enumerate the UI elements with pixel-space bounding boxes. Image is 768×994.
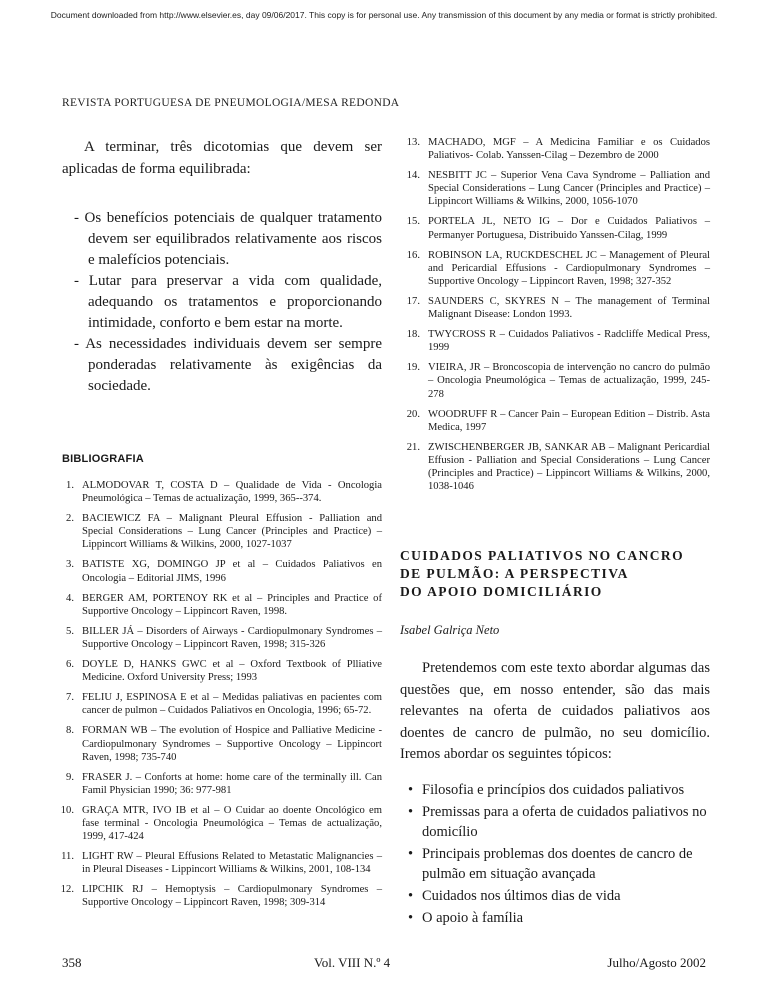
reference-number: 6.	[66, 659, 74, 671]
reference-item	[400, 295, 710, 321]
list-item: - As necessidades individuais devem ser sempre ponderadas relativamente às exigências da sociedade.	[74, 336, 382, 394]
topic-item: • Cuidados nos últimos dias de vida	[408, 887, 621, 904]
reference-text: BILLER JÁ – Disorders of Airways - Cardiopulmonary Syndromes – Supportive Oncology – Lippincort Raven, 1998; 315-326	[82, 625, 382, 650]
right-column	[400, 136, 710, 930]
reference-text: FORMAN WB – The evolution of Hospice and Palliative Medicine - Cardiopulmonary Syndromes – Supportive Oncology – Lippincort Raven, 1998; 735-740	[82, 725, 382, 763]
reference-item	[62, 592, 382, 618]
reference-number: 18.	[406, 329, 420, 341]
topic-item: • Premissas para a oferta de cuidados paliativos no domicílio	[408, 803, 707, 840]
reference-text: ROBINSON LA, RUCKDESCHEL JC – Management of Pleural and Pericardial Effusions - Cardiopulmonary Syndromes – Supportive Oncology – Lippincort Raven, 1998; 327-352	[428, 249, 710, 287]
reference-number: 3.	[66, 559, 74, 571]
topic-item: • Principais problemas dos doentes de cancro de pulmão em situação avançada	[408, 845, 693, 882]
reference-number: 8.	[66, 725, 74, 737]
list-item: - Lutar para preservar a vida com qualidade, adequando os tratamentos e proporcionando intimidade, conforto e bem estar na morte.	[74, 273, 382, 331]
reference-text: VIEIRA, JR – Broncoscopia de intervenção no cancro do pulmão – Oncologia Pneumológica – Temas de actualização, 1999, 245-278	[428, 362, 710, 400]
reference-item	[400, 249, 710, 288]
reference-text: ALMODOVAR T, COSTA D – Qualidade de Vida - Oncologia Pneumológica – Temas de actualização, 1999, 365--374.	[82, 480, 382, 505]
topic-item: • O apoio à família	[408, 909, 524, 926]
reference-text: WOODRUFF R – Cancer Pain – European Edition – Distrib. Asta Medica, 1997	[428, 408, 710, 433]
reference-text: LIGHT RW – Pleural Effusions Related to Metastatic Malignancies – in Pleural Diseases - Lippincort Williams & Wilkins, 2001, 108-134	[82, 851, 382, 876]
reference-number: 15.	[406, 216, 420, 228]
reference-item	[400, 408, 710, 434]
reference-number: 19.	[406, 362, 420, 374]
reference-number: 21.	[406, 441, 420, 453]
reference-number: 14.	[406, 170, 420, 182]
reference-item	[62, 691, 382, 717]
section-title	[400, 547, 710, 601]
reference-item	[400, 136, 710, 162]
left-column	[62, 136, 382, 917]
reference-number: 5.	[66, 625, 74, 637]
reference-item	[62, 804, 382, 843]
bullet-icon: •	[408, 909, 414, 926]
download-notice: Document downloaded from http://www.elsevier.es, day 09/06/2017. This copy is for personal use. Any transmission of this document by any media or format is strictly prohibited.	[50, 10, 718, 20]
reference-item	[400, 169, 710, 208]
reference-item	[400, 215, 710, 241]
reference-number: 2.	[66, 513, 74, 525]
section-title-line: CUIDADOS PALIATIVOS NO CANCRO	[400, 548, 684, 564]
references-list-right	[400, 136, 710, 493]
reference-text: TWYCROSS R – Cuidados Paliativos - Radcliffe Medical Press, 1999	[428, 329, 710, 354]
reference-number: 4.	[66, 592, 74, 604]
reference-number: 11.	[61, 851, 74, 863]
reference-text: FRASER J. – Conforts at home: home care of the terminally ill. Can Famil Physician 1990; 36: 977-981	[82, 771, 382, 796]
bullet-icon: •	[408, 887, 414, 904]
reference-number: 17.	[406, 295, 420, 307]
reference-item	[400, 441, 710, 493]
reference-text: BACIEWICZ FA – Malignant Pleural Effusion - Palliation and Special Considerations – Lung Cancer (Principles and Practice) – Lippincort Williams & Wilkins, 2000, 1027-1037	[82, 513, 382, 551]
topic-item: • Filosofia e princípios dos cuidados paliativos	[408, 781, 685, 798]
reference-number: 1.	[66, 480, 74, 491]
reference-text: SAUNDERS C, SKYRES N – The management of Terminal Malignant Disease: London 1993.	[428, 295, 710, 321]
intro-paragraph: A terminar, três dicotomias que devem ser aplicadas de forma equilibrada:	[62, 139, 382, 177]
reference-item	[62, 771, 382, 797]
topics-list	[400, 780, 710, 928]
bullet-icon: •	[408, 803, 414, 820]
reference-number: 13.	[406, 137, 420, 148]
section-title-line: DE PULMÃO: A PERSPECTIVA	[400, 566, 629, 582]
reference-number: 12.	[60, 884, 74, 896]
reference-text: BERGER AM, PORTENOY RK et al – Principles and Practice of Supportive Oncology – Lippincort Raven, 1998.	[82, 592, 382, 617]
page-number: 358	[62, 955, 82, 970]
reference-number: 10.	[60, 804, 74, 816]
reference-number: 20.	[406, 408, 420, 420]
reference-text: DOYLE D, HANKS GWC et al – Oxford Textbook of Plliative Medicine. Oxford University Press; 1993	[82, 659, 382, 684]
volume-label: Vol. VIII N.º 4	[314, 955, 391, 970]
reference-number: 16.	[406, 249, 420, 261]
reference-text: NESBITT JC – Superior Vena Cava Syndrome – Palliation and Special Considerations – Lung Cancer (Principles and Practice) – Lippincort Williams & Wilkins, 2000, 1056-1070	[428, 170, 710, 208]
author-name: Isabel Galriça Neto	[400, 623, 500, 638]
section-title-line: DO APOIO DOMICILIÁRIO	[400, 584, 603, 600]
reference-item	[62, 479, 382, 505]
bullet-icon: •	[408, 845, 414, 862]
reference-item	[400, 328, 710, 354]
reference-text: MACHADO, MGF – A Medicina Familiar e os Cuidados Paliativos- Colab. Yanssen-Cilag – Dezembro de 2000	[428, 137, 710, 162]
reference-text: LIPCHIK RJ – Hemoptysis – Cardiopulmonary Syndromes – Supportive Oncology – Lippincort Raven, 1998; 309-314	[82, 884, 382, 909]
reference-item	[62, 724, 382, 763]
reference-text: BATISTE XG, DOMINGO JP et al – Cuidados Paliativos en Oncologia – Editorial JIMS, 1996	[82, 559, 382, 584]
dichotomy-list	[62, 208, 382, 397]
references-list-left	[62, 479, 382, 910]
reference-number: 7.	[66, 692, 74, 704]
reference-text: PORTELA JL, NETO IG – Dor e Cuidados Paliativos – Permanyer Portuguesa, Distribuido Yanssen-Cilag, 1999	[428, 216, 710, 241]
reference-text: FELIU J, ESPINOSA E et al – Medidas paliativas en pacientes com cancer de pulmon – Cuidados Paliativos en Oncologia, 1996; 65-72.	[82, 692, 382, 717]
reference-number: 9.	[66, 771, 74, 783]
issue-date: Julho/Agosto 2002	[607, 955, 706, 970]
reference-item	[62, 658, 382, 684]
reference-item	[62, 883, 382, 909]
section-body: Pretendemos com este texto abordar algumas das questões que, em nosso entender, são das mais relevantes na oferta de cuidados paliativos aos doentes de cancro de pulmão, no seu domicílio. Iremos abordar os seguintes tópicos:	[400, 660, 710, 763]
reference-item	[62, 512, 382, 551]
running-head: REVISTA PORTUGUESA DE PNEUMOLOGIA/MESA REDONDA	[62, 97, 400, 109]
reference-item	[62, 625, 382, 651]
reference-text: ZWISCHENBERGER JB, SANKAR AB – Malignant Pericardial Effusion - Palliation and Special Considerations – Lung Cancer (Principles and Practice) – Lippincort Williams & Wilkins, 2000, 1038-1046	[428, 441, 710, 493]
reference-item	[62, 558, 382, 584]
bullet-icon: •	[408, 781, 414, 798]
bibliography-heading: BIBLIOGRAFIA	[62, 453, 144, 465]
reference-item	[400, 361, 710, 400]
reference-item	[62, 850, 382, 876]
list-item: - Os benefícios potenciais de qualquer tratamento devem ser equilibrados relativamente aos riscos e malefícios potenciais.	[74, 210, 382, 268]
reference-text: GRAÇA MTR, IVO IB et al – O Cuidar ao doente Oncológico em fase terminal - Oncologia Pneumológica – Temas de actualização, 1999, 417-424	[82, 804, 382, 843]
